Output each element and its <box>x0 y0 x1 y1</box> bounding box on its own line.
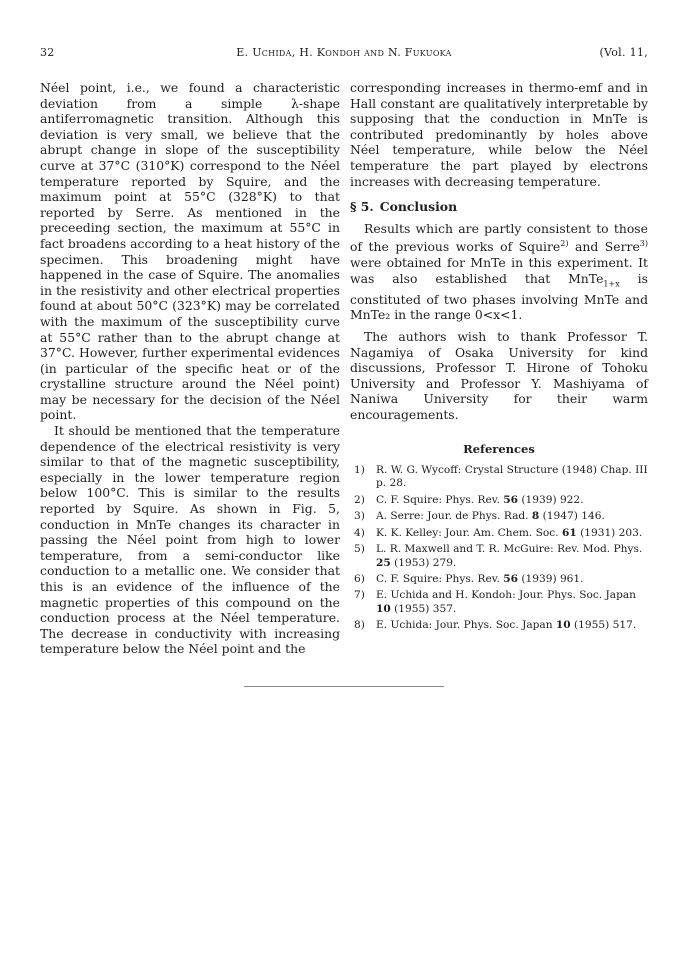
reference-text: R. W. G. Wycoff: Crystal Structure (1948) Chap. III p. 28. <box>376 464 648 490</box>
reference-number: 8) <box>354 619 365 632</box>
text-run: were obtained for MnTe in this experiment. It was also established that MnTe <box>350 255 648 286</box>
body-paragraph: It should be mentioned that the temperature dependence of the electrical resistivity is very similar to that of the magnetic susceptibility, especially in the lower temperature region below 100°C. This is similar to the results reported by Squire. As shown in Fig. 5, conduction in MnTe changes its character in passing the Néel point from high to lower temperature, from a semi-conductor like conduction to a metallic one. We consider that this is an evidence of the influence of the magnetic properties of this compound on the conduction process at the Néel temperature. The decrease in conductivity with increasing temperature below the Néel point and the <box>40 423 340 657</box>
reference-text: E. Uchida: Jour. Phys. Soc. Japan <box>376 619 556 632</box>
reference-item <box>350 589 648 616</box>
formula-subscript: 1+x <box>603 279 620 289</box>
reference-number: 2) <box>354 493 365 506</box>
left-column <box>40 80 340 657</box>
reference-volume: 10 <box>555 619 571 632</box>
reference-volume: 56 <box>503 572 518 585</box>
reference-item <box>350 543 648 570</box>
reference-item <box>350 464 648 491</box>
running-authors: E. Uchida, H. Kondoh and N. Fukuoka <box>236 46 452 59</box>
reference-text: (1939) 922. <box>517 493 584 506</box>
text-run: and Serre <box>568 239 640 255</box>
section-number: § 5. <box>350 199 374 215</box>
reference-item <box>350 527 648 540</box>
reference-item <box>350 494 648 507</box>
body-paragraph: corresponding increases in thermo-emf and in Hall constant are qualitatively interpretable by supposing that the conduction in MnTe is contributed predominantly by holes above Néel temperature, while below the Néel temperature the part played by electrons increases with decreasing temperature. <box>350 80 648 189</box>
reference-volume: 25 <box>376 556 391 569</box>
reference-text: E. Uchida and H. Kondoh: Jour. Phys. Soc. Japan <box>376 589 636 602</box>
reference-number: 3) <box>354 510 365 523</box>
reference-text: (1953) 279. <box>390 556 457 569</box>
reference-text: K. K. Kelley: Jour. Am. Chem. Soc. <box>376 526 562 539</box>
reference-text: L. R. Maxwell and T. R. McGuire: Rev. Mod. Phys. <box>376 543 643 556</box>
conclusion-paragraph <box>350 221 648 323</box>
reference-volume: 8 <box>531 510 540 523</box>
end-rule <box>244 686 444 687</box>
reference-text: A. Serre: Jour. de Phys. Rad. <box>376 510 532 523</box>
reference-item <box>350 573 648 586</box>
reference-text: (1955) 357. <box>390 602 457 615</box>
reference-volume: 61 <box>561 526 577 539</box>
body-paragraph: Néel point, i.e., we found a characteristic deviation from a simple λ-shape antiferromagnetic transition. Although this deviation is very small, we believe that the abrupt change in slope of the susceptibility curve at 37°C (310°K) correspond to the Néel temperature reported by Squire, and the maximum point at 55°C (328°K) to that reported by Serre. As mentioned in the preceeding section, the maximum at 55°C in fact broadens according to a heat history of the specimen. This broadening might have happened in the case of Squire. The anomalies in the resistivity and other electrical properties found at about 50°C (323°K) may be correlated with the maximum of the susceptibility curve at 55°C rather than to the abrupt change at 37°C. However, further experimental evidences (in particular of the specific heat or of the crystalline structure around the Néel point) may be necessary for the decision of the Néel point. <box>40 80 340 423</box>
reference-item <box>350 619 648 632</box>
page-number: 32 <box>40 46 55 59</box>
text-run: is constituted of two phases involving MnTe and MnTe₂ in the range 0<x<1. <box>350 270 648 323</box>
reference-number: 1) <box>354 464 365 477</box>
running-header <box>40 46 648 62</box>
citation-superscript: 3) <box>639 239 649 249</box>
right-column <box>350 80 648 636</box>
reference-number: 5) <box>354 543 365 556</box>
text-run: Results which are partly consistent to those of the previous works of Squire <box>350 220 648 255</box>
section-title: Conclusion <box>379 199 458 215</box>
references-heading: References <box>463 442 535 457</box>
volume-label: (Vol. 11, <box>599 46 648 59</box>
section-heading <box>350 199 648 215</box>
reference-text: (1947) 146. <box>539 510 605 523</box>
reference-text: (1939) 961. <box>517 572 584 585</box>
reference-item <box>350 510 648 523</box>
reference-number: 4) <box>354 526 365 539</box>
reference-volume: 10 <box>376 602 391 615</box>
reference-number: 6) <box>354 572 365 585</box>
reference-volume: 56 <box>503 493 518 506</box>
citation-superscript: 2) <box>560 239 569 249</box>
reference-number: 7) <box>354 589 365 602</box>
reference-text: C. F. Squire: Phys. Rev. <box>376 572 504 585</box>
reference-text: C. F. Squire: Phys. Rev. <box>376 493 504 506</box>
reference-text: (1955) 517. <box>570 619 637 632</box>
reference-text: (1931) 203. <box>576 526 643 539</box>
acknowledgement-paragraph: The authors wish to thank Professor T. Nagamiya of Osaka University for kind discussions, Professor T. Hirone of Tohoku University and Professor Y. Mashiyama of Naniwa University for their warm encouragements. <box>350 328 648 422</box>
reference-list <box>350 464 648 632</box>
